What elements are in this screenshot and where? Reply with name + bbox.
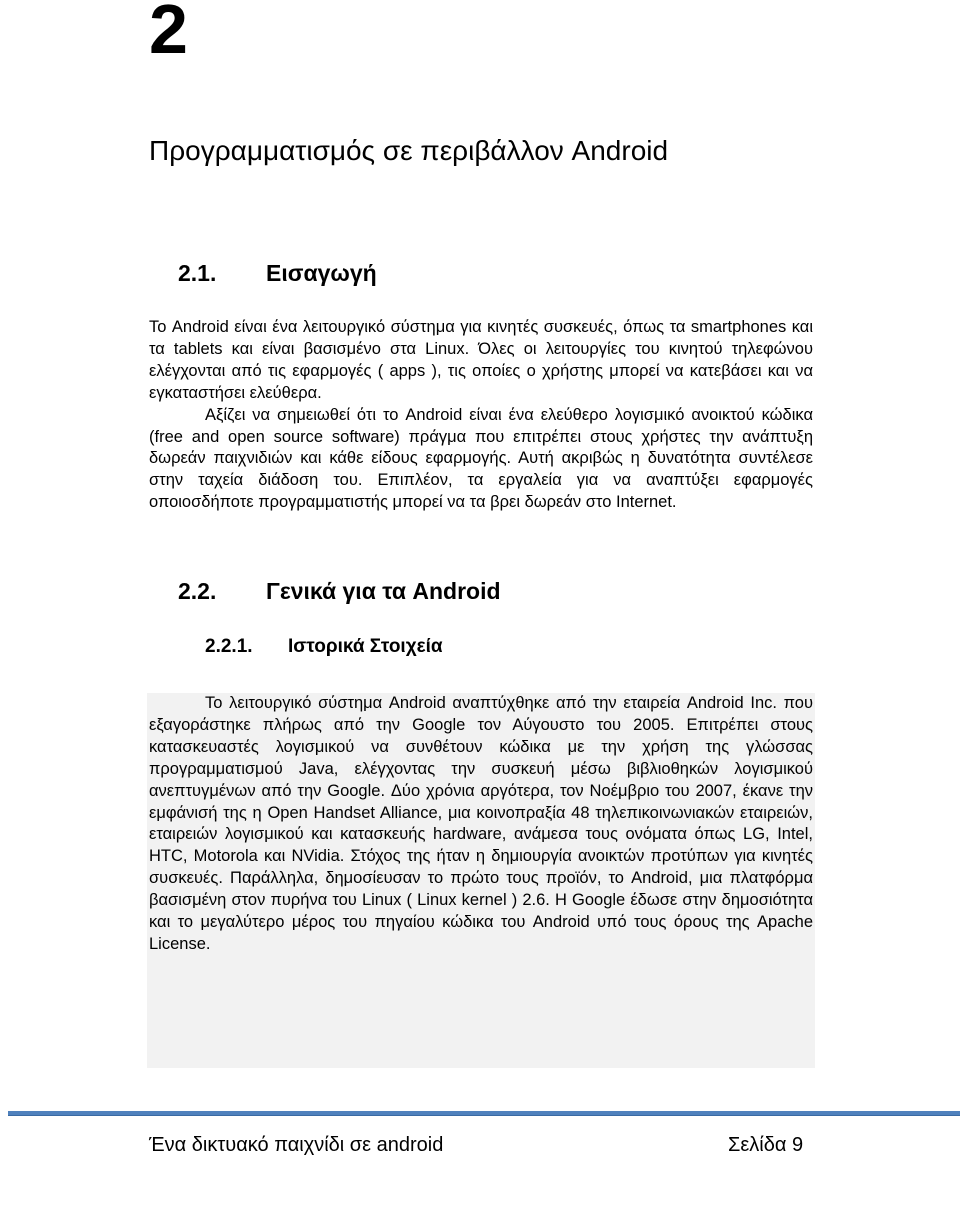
section-title: Εισαγωγή	[266, 260, 377, 286]
subsection-heading-history	[205, 636, 443, 658]
history-text	[147, 693, 815, 956]
section-number: 2.2.	[178, 578, 217, 604]
history-paragraph: Το λειτουργικό σύστημα Android αναπτύχθηκε από την εταιρεία Android Inc. που εξαγοράστηκε πλήρως από την Google τον Αύγουστο του 2005. Επιτρέπει στους κατασκευαστές λογισμικού να συνθέτουν κώδικα με την χρήση της γλώσσας προγραμματισμού Java, ελέγχοντας την συσκευή μέσω βιβλιοθηκών λογισμικού ανεπτυγμένων από την Google. Δύο χρόνια αργότερα, τον Νοέμβριο του 2007, έκανε την εμφάνισή της η Open Handset Alliance, μια κοινοπραξία 48 τηλεπικοινωνιακών εταιρειών, εταιρειών λογισμικού και κατασκευής hardware, ανάμεσα τους ονόματα όπως LG, Intel, HTC, Motorola και NVidia. Στόχος της ήταν η δημιουργία ανοικτών προτύπων για κινητές συσκευές. Παράλληλα, δημοσίευσαν το πρώτο τους προϊόν, το Android, μια πλατφόρμα βασισμένη στον πυρήνα του Linux ( Linux kernel ) 2.6. Η Google έδωσε στην δημοσιότητα και το μεγαλύτερο μέρος του πηγαίου κώδικα του Android υπό τους όρους της Apache License.	[149, 694, 813, 953]
subsection-number: 2.2.1.	[205, 636, 253, 657]
section-number: 2.1.	[178, 260, 217, 286]
footer-document-title: Ένα δικτυακό παιχνίδι σε android	[149, 1134, 444, 1156]
history-shaded-block	[147, 693, 815, 1068]
footer-page-number: Σελίδα 9	[728, 1134, 804, 1156]
intro-text	[149, 317, 813, 514]
section-title: Γενικά για τα Android	[266, 578, 501, 604]
footer-divider	[8, 1111, 960, 1116]
section-heading-introduction	[178, 260, 377, 287]
intro-paragraph-2: Αξίζει να σημειωθεί ότι το Android είναι ένα ελεύθερο λογισμικό ανοικτού κώδικα (free and open source software) πράγμα που επιτρέπει στους χρήστες την ανάπτυξη δωρεάν παιχνιδιών και κάθε είδους εφαρμογής. Αυτή ακριβώς η δυνατότητα συντέλεσε στην ταχεία διάδοση του. Επιπλέον, τα εργαλεία για να αναπτύξει εφαρμογές οποιοσδήποτε προγραμματιστής μπορεί να τα βρει δωρεάν στο Internet.	[149, 405, 813, 512]
subsection-title: Ιστορικά Στοιχεία	[288, 636, 443, 657]
intro-paragraph-1: Το Android είναι ένα λειτουργικό σύστημα για κινητές συσκευές, όπως τα smartphones και τα tablets και είναι βασισμένο στα Linux. Όλες οι λειτουργίες του κινητού τηλεφώνου ελέγχονται από τις εφαρμογές ( apps ), τις οποίες ο χρήστης μπορεί να κατεβάσει και να εγκαταστήσει ελεύθερα.	[149, 318, 813, 402]
chapter-title: Προγραμματισμός σε περιβάλλον Android	[149, 135, 669, 166]
section-heading-general	[178, 578, 501, 605]
chapter-number: 2	[149, 0, 188, 68]
